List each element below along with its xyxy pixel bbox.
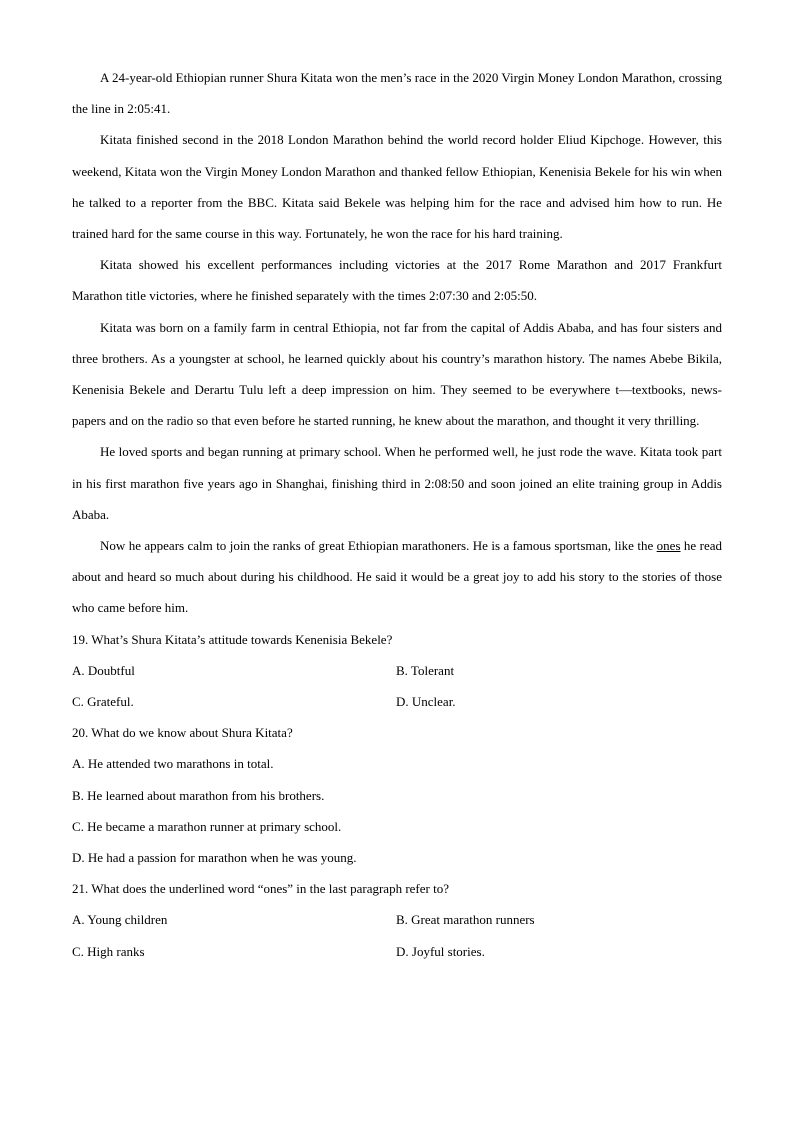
question-19-options-row-1 (72, 655, 722, 686)
question-21-option-d: D. Joyful stories. (396, 943, 485, 959)
question-19-options-row-2 (72, 686, 722, 717)
question-20-option-c: C. He became a marathon runner at primary school. (72, 818, 342, 834)
paragraph-6-text-after: he read about and heard so much about during his childhood. He said it would be a great joy to add his story to the stories of those who came before him. (72, 538, 722, 616)
question-21-options-row-2 (72, 936, 722, 967)
question-19-stem: 19. What’s Shura Kitata’s attitude towards Kenenisia Bekele? (72, 631, 393, 647)
question-19-option-b: B. Tolerant (396, 662, 455, 678)
question-21-option-b: B. Great marathon runners (396, 912, 535, 928)
question-21-stem: 21. What does the underlined word “ones” in the last paragraph refer to? (72, 881, 449, 897)
paragraph-4: Kitata was born on a family farm in central Ethiopia, not far from the capital of Addis Ababa, and has four sisters and three brothers. As a youngster at school, he learned quickly about his country’s marathon history. The names Abebe Bikila, Kenenisia Bekele and Derartu Tulu left a deep impression on him. They seemed to be everywhere t—textbooks, news-papers and on the radio so that even before he started running, he knew about the marathon, and thought it very thrilling. (72, 319, 722, 429)
underlined-word: ones (656, 538, 681, 554)
question-19-option-a: A. Doubtful (72, 662, 135, 678)
paragraph-2: Kitata finished second in the 2018 London Marathon behind the world record holder Eliud Kipchoge. However, this weekend, Kitata won the Virgin Money London Marathon and thanked fellow Ethiopian, Kenenisia Bekele for his win when he talked to a reporter from the BBC. Kitata said Bekele was helping him for the race and advised him how to run. He trained hard for the same course in this way. Fortunately, he won the race for his hard training. (72, 132, 722, 242)
question-21-option-a: A. Young children (72, 912, 168, 928)
paragraph-6 (72, 530, 722, 624)
question-21-options-row-1 (72, 904, 722, 935)
question-20-option-a: A. He attended two marathons in total. (72, 756, 274, 772)
question-19-option-d: D. Unclear. (396, 694, 456, 710)
paragraph-3: Kitata showed his excellent performances including victories at the 2017 Rome Marathon and 2017 Frankfurt Marathon title victories, where he finished separately with the times 2:07:30 and 2:05:50. (72, 257, 722, 304)
question-21-option-c: C. High ranks (72, 943, 145, 959)
paragraph-6-text-before: Now he appears calm to join the ranks of great Ethiopian marathoners. He is a famous sportsman, like the (100, 538, 657, 554)
question-20-stem: 20. What do we know about Shura Kitata? (72, 725, 293, 741)
question-20-option-b: B. He learned about marathon from his brothers. (72, 787, 325, 803)
question-19-option-c: C. Grateful. (72, 694, 134, 710)
paragraph-5: He loved sports and began running at primary school. When he performed well, he just rode the wave. Kitata took part in his first marathon five years ago in Shanghai, finishing third in 2:08:50 and soon joined an elite training group in Addis Ababa. (72, 444, 722, 522)
question-20-option-d: D. He had a passion for marathon when he was young. (72, 850, 357, 866)
document-page (72, 62, 722, 967)
paragraph-1: A 24-year-old Ethiopian runner Shura Kitata won the men’s race in the 2020 Virgin Money London Marathon, crossing the line in 2:05:41. (72, 70, 722, 117)
